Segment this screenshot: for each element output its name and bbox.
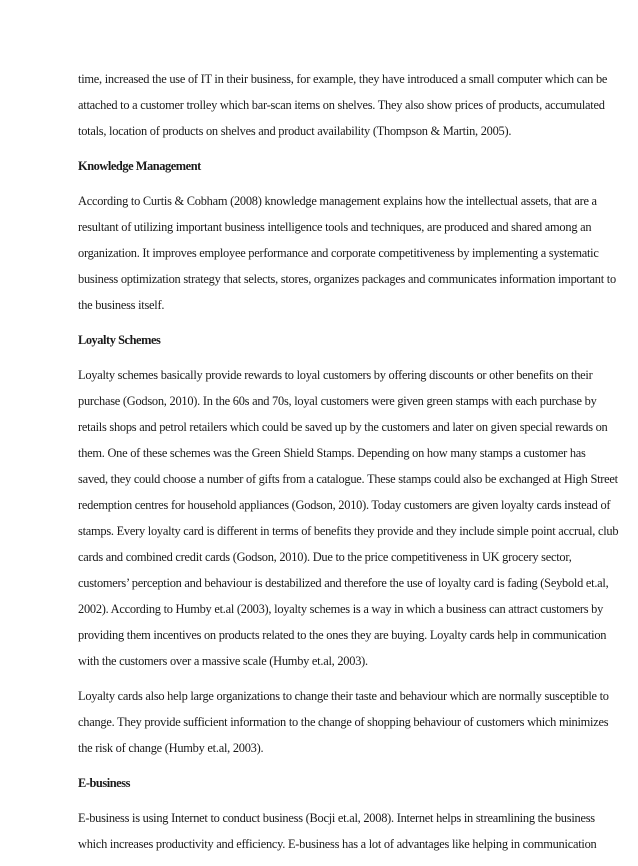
paragraph (78, 66, 608, 144)
text-line: E-business is using Internet to conduct business (Bocji et.al, 2008). Internet helps in streamlining the business (78, 811, 595, 825)
text-line: which increases productivity and efficiency. E-business has a lot of advantages like helping in communication (78, 837, 597, 851)
document-body (78, 66, 619, 866)
text-line: them. One of these schemes was the Green Shield Stamps. Depending on how many stamps a customer has (78, 446, 586, 460)
text-line: Loyalty schemes basically provide rewards to loyal customers by offering discounts or other benefits on their (78, 368, 593, 382)
text-line: According to Curtis & Cobham (2008) knowledge management explains how the intellectual assets, that are a (78, 194, 597, 208)
text-line: totals, location of products on shelves and product availability (Thompson & Martin, 2005). (78, 124, 512, 138)
paragraph (78, 683, 609, 761)
paragraph (78, 805, 597, 857)
section-heading: Loyalty Schemes (78, 333, 161, 347)
paragraph (78, 362, 619, 674)
text-line: retails shops and petrol retailers which could be saved up by the customers and later on given special rewards on (78, 420, 608, 434)
text-line: the business itself. (78, 298, 165, 312)
text-line: stamps. Every loyalty card is different in terms of benefits they provide and they include simple point accrual, club (78, 524, 619, 538)
section-heading: E-business (78, 776, 130, 790)
text-line: attached to a customer trolley which bar-scan items on shelves. They also show prices of products, accumulated (78, 98, 605, 112)
text-line: resultant of utilizing important business intelligence tools and techniques, are produced and shared among an (78, 220, 592, 234)
text-line: redemption centres for household appliances (Godson, 2010). Today customers are given loyalty cards instead of (78, 498, 611, 512)
text-line: time, increased the use of IT in their business, for example, they have introduced a small computer which can be (78, 72, 608, 86)
text-line: Loyalty cards also help large organizations to change their taste and behaviour which are normally susceptible to (78, 689, 609, 703)
text-line: 2002). According to Humby et.al (2003), loyalty schemes is a way in which a business can attract customers by (78, 602, 604, 616)
text-line: change. They provide sufficient information to the change of shopping behaviour of customers which minimizes (78, 715, 609, 729)
text-line: the risk of change (Humby et.al, 2003). (78, 741, 264, 755)
paragraph (78, 188, 616, 318)
section-heading: Knowledge Management (78, 159, 201, 173)
text-line: business optimization strategy that selects, stores, organizes packages and communicates information important to (78, 272, 616, 286)
text-line: customers’ perception and behaviour is destabilized and therefore the use of loyalty card is fading (Seybold et.al, (78, 576, 609, 590)
text-line: saved, they could choose a number of gifts from a catalogue. These stamps could also be exchanged at High Street (78, 472, 618, 486)
text-line: providing them incentives on products related to the ones they are buying. Loyalty cards help in communication (78, 628, 607, 642)
text-line: organization. It improves employee performance and corporate competitiveness by implementing a systematic (78, 246, 599, 260)
text-line: purchase (Godson, 2010). In the 60s and 70s, loyal customers were given green stamps with each purchase by (78, 394, 597, 408)
text-line: cards and combined credit cards (Godson, 2010). Due to the price competitiveness in UK grocery sector, (78, 550, 572, 564)
text-line: with the customers over a massive scale (Humby et.al, 2003). (78, 654, 368, 668)
